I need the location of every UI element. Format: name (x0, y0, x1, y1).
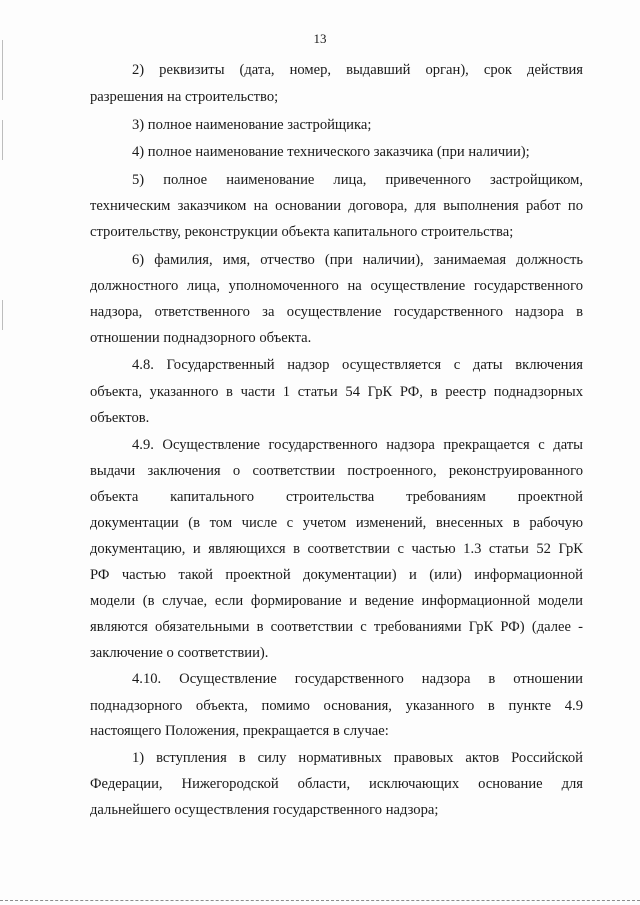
text-line: объекта капитального строительства требованиям проектной (90, 489, 583, 505)
text-line: Федерации, Нижегородской области, исключающих основание для (90, 776, 583, 792)
text-line: выдачи заключения о соответствии построенного, реконструированного (90, 463, 583, 479)
text-line: модели (в случае, если формирование и ведение информационной модели (90, 593, 583, 609)
text-line: разрешения на строительство; (90, 89, 279, 105)
text-line: являются обязательными в соответствии с требованиями ГрК РФ) (далее - (90, 619, 583, 635)
text-line: поднадзорного объекта, помимо основания, указанного в пункте 4.9 (90, 698, 583, 714)
text-line: РФ частью такой проектной документации) и (или) информационной (90, 567, 583, 583)
scan-artifact (2, 120, 3, 160)
text-line: документацию, и являющихся в соответствии с частью 1.3 статьи 52 ГрК (90, 541, 583, 557)
text-line: документации (в том числе с учетом изменений, внесенных в рабочую (90, 515, 583, 531)
text-line: 4.10. Осуществление государственного надзора в отношении (132, 671, 583, 687)
page-number: 13 (313, 31, 327, 46)
text-line: отношении поднадзорного объекта. (90, 330, 312, 346)
text-line: 2) реквизиты (дата, номер, выдавший орган), срок действия (132, 62, 583, 78)
text-line: 3) полное наименование застройщика; (132, 117, 372, 133)
text-line: 1) вступления в силу нормативных правовых актов Российской (132, 750, 583, 766)
text-line: настоящего Положения, прекращается в случае: (90, 723, 389, 739)
text-line: объектов. (90, 410, 150, 426)
text-line: техническим заказчиком на основании договора, для выполнения работ по (90, 198, 583, 214)
text-line: должностного лица, уполномоченного на осуществление государственного (90, 278, 583, 294)
bottom-edge-line (0, 900, 640, 903)
text-line: объекта, указанного в части 1 статьи 54 ГрК РФ, в реестр поднадзорных (90, 384, 583, 400)
text-line: заключение о соответствии). (90, 645, 269, 661)
text-line: 5) полное наименование лица, привеченного застройщиком, (132, 172, 583, 188)
scan-artifact (2, 300, 3, 330)
text-line: 6) фамилия, имя, отчество (при наличии), занимаемая должность (132, 252, 583, 268)
text-line: 4) полное наименование технического заказчика (при наличии); (132, 144, 530, 160)
text-line: дальнейшего осуществления государственного надзора; (90, 802, 439, 818)
text-line: 4.8. Государственный надзор осуществляется с даты включения (132, 357, 583, 373)
text-line: надзора, ответственного за осуществление государственного надзора в (90, 304, 583, 320)
text-line: строительству, реконструкции объекта капитального строительства; (90, 224, 514, 240)
scan-artifact (2, 40, 3, 100)
text-line: 4.9. Осуществление государственного надзора прекращается с даты (132, 437, 583, 453)
